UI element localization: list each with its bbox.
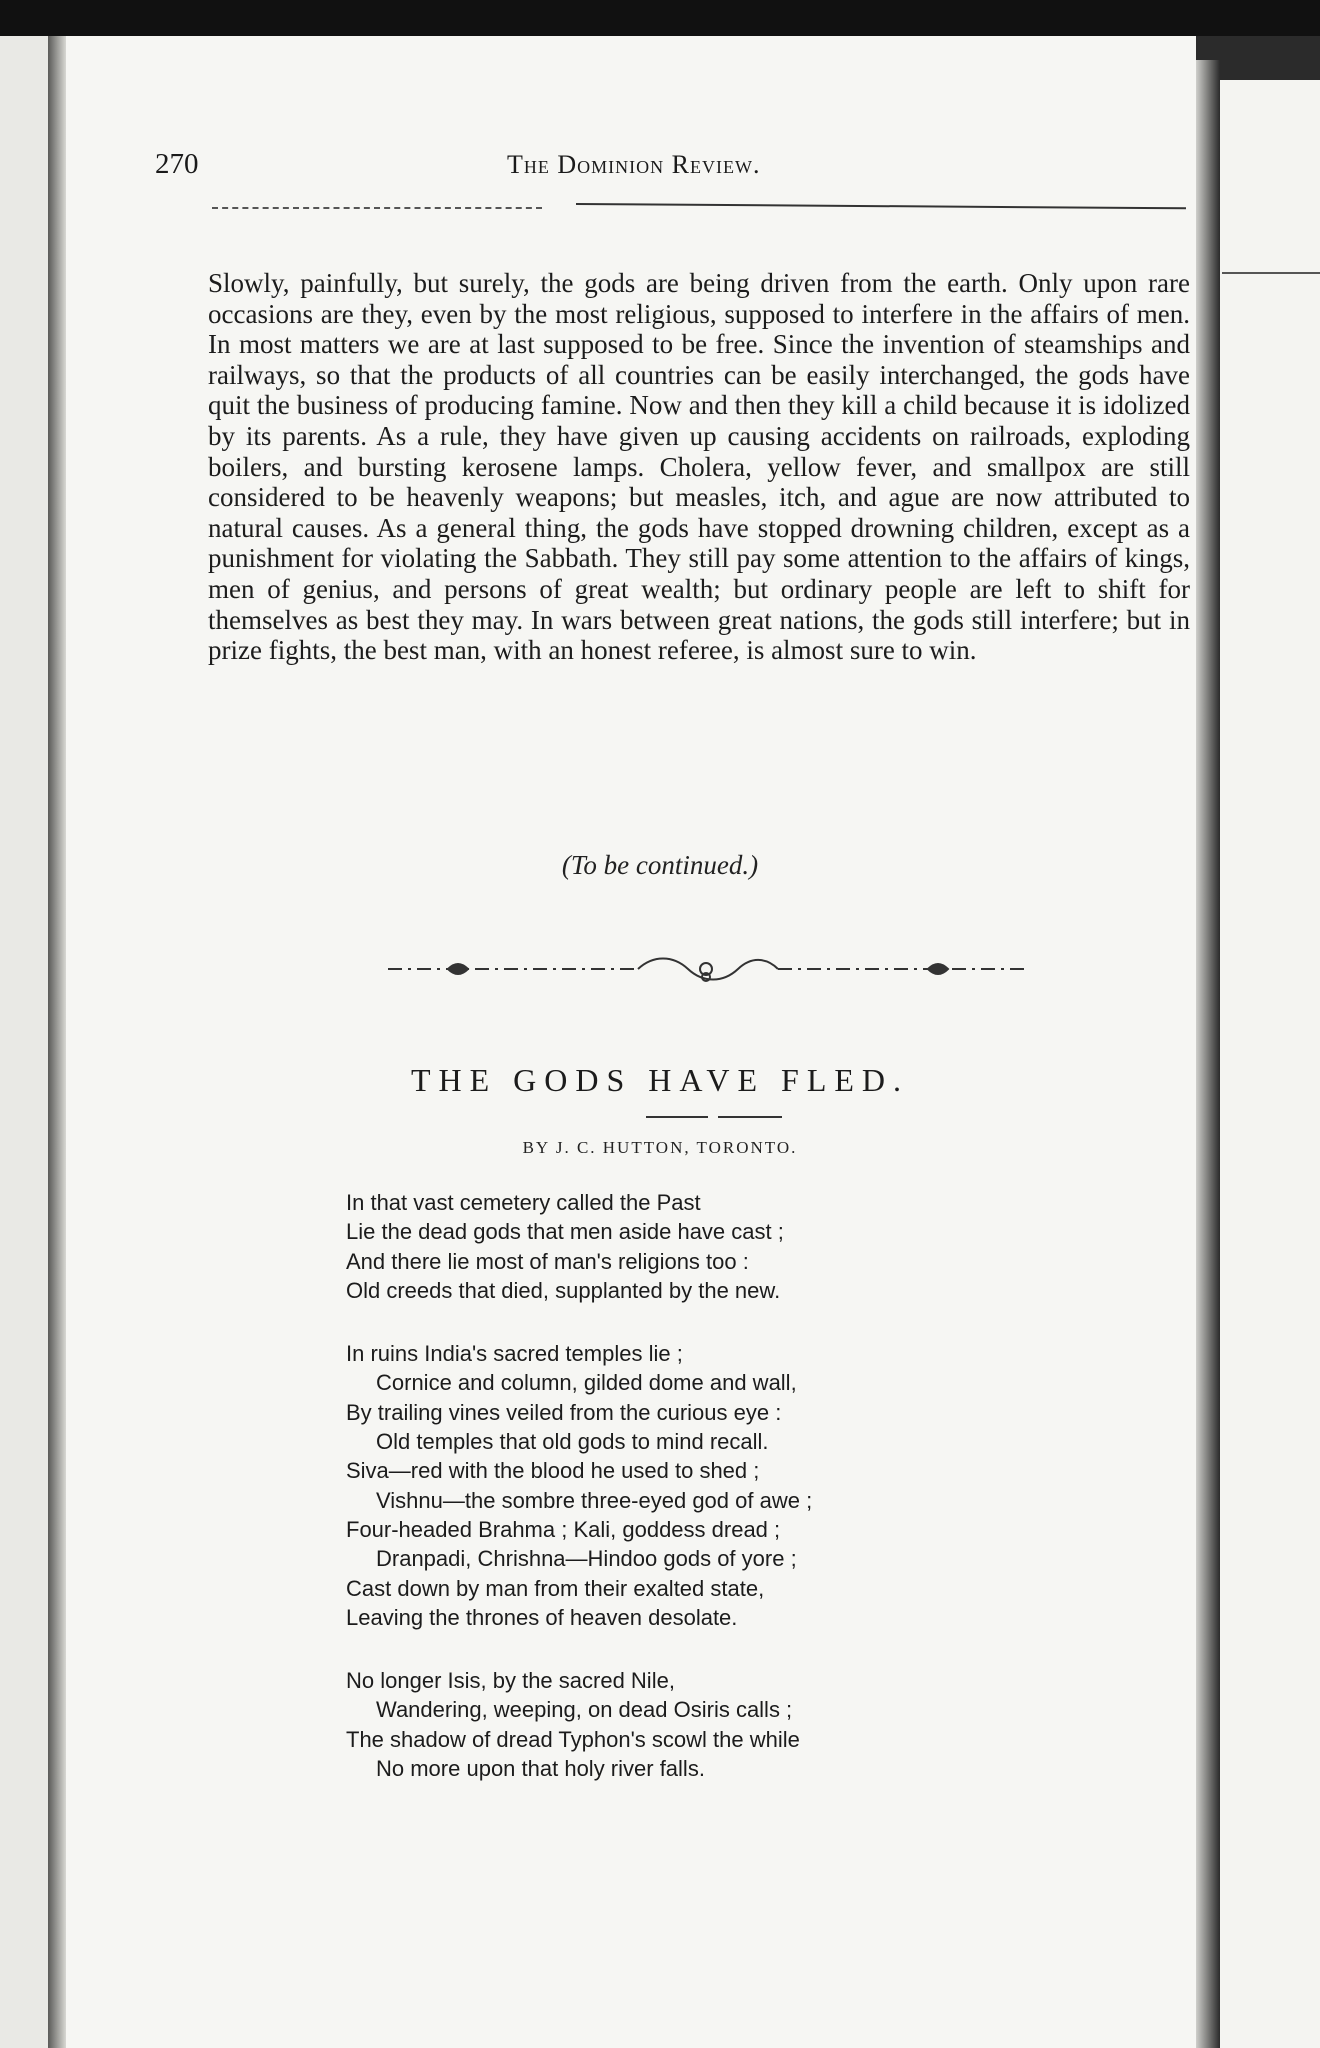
poem-line: Four-headed Brahma ; Kali, goddess dread ; xyxy=(346,1516,781,1542)
stanza xyxy=(346,1339,1066,1632)
continued-note: (To be continued.) xyxy=(561,850,759,880)
poem-line: Vishnu—the sombre three-eyed god of awe ; xyxy=(376,1487,813,1513)
poem-line: Dranpadi, Chrishna—Hindoo gods of yore ; xyxy=(376,1546,797,1572)
page-number: 270 xyxy=(155,148,199,180)
poem-body xyxy=(346,1188,1066,1817)
poem-line: Leaving the thrones of heaven desolate. xyxy=(346,1604,738,1630)
poem-line: No longer Isis, by the sacred Nile, xyxy=(346,1668,675,1694)
poem-line: In ruins India's sacred temples lie ; xyxy=(346,1341,683,1367)
poem-line: Cast down by man from their exalted state, xyxy=(346,1575,765,1601)
scan-top-border xyxy=(0,0,1320,36)
poem-line: Cornice and column, gilded dome and wall, xyxy=(376,1370,797,1396)
poem-line: Siva—red with the blood he used to shed ; xyxy=(346,1458,760,1484)
poem-line: And there lie most of man's religions too : xyxy=(346,1248,749,1274)
facing-page-rule xyxy=(1222,272,1320,274)
poem-line: No more upon that holy river falls. xyxy=(376,1756,705,1782)
poem-line: Old temples that old gods to mind recall. xyxy=(376,1429,769,1455)
poem-byline: BY J. C. HUTTON, TORONTO. xyxy=(522,1138,798,1157)
page-gutter-shadow xyxy=(1196,60,1220,2048)
running-head: The Dominion Review. xyxy=(507,150,761,179)
title-rule xyxy=(646,1116,782,1118)
stanza xyxy=(346,1188,1066,1305)
poem-title: THE GODS HAVE FLED. xyxy=(410,1062,910,1098)
poem-line: In that vast cemetery called the Past xyxy=(346,1190,701,1215)
poem-line: By trailing vines veiled from the curious eye : xyxy=(346,1399,782,1425)
header-rule-left xyxy=(212,207,542,209)
poem-line: The shadow of dread Typhon's scowl the while xyxy=(346,1726,800,1752)
poem-line: Lie the dead gods that men aside have cast ; xyxy=(346,1219,784,1245)
poem-line: Old creeds that died, supplanted by the new. xyxy=(346,1277,781,1303)
article-paragraph: Slowly, painfully, but surely, the gods are being driven from the earth. Only upon rare occasions are they, even by the most religious, supposed to interfere in the affairs of men. In most matters we are at last supposed to be free. Since the invention of steamships and railways, so that the products of all countries can be easily interchanged, the gods have quit the business of producing famine. Now and then they kill a child because it is idolized by its parents. As a rule, they have given up causing accidents on railroads, exploding boilers, and bursting kerosene lamps. Cholera, yellow fever, and smallpox are still considered to be heavenly weapons; but measles, itch, and ague are now attributed to natural causes. As a general thing, the gods have stopped drowning children, except as a punishment for violating the Sabbath. They still pay some attention to the affairs of kings, men of genius, and persons of great wealth; but ordinary people are left to shift for themselves as best they may. In wars between great nations, the gods still interfere; but in prize fights, the best man, with an honest referee, is almost sure to win. xyxy=(208,268,1190,666)
book-spine-shadow xyxy=(48,36,66,2048)
decorative-divider-ornament xyxy=(388,955,1026,983)
stanza xyxy=(346,1666,1066,1783)
poem-line: Wandering, weeping, on dead Osiris calls ; xyxy=(376,1697,793,1723)
